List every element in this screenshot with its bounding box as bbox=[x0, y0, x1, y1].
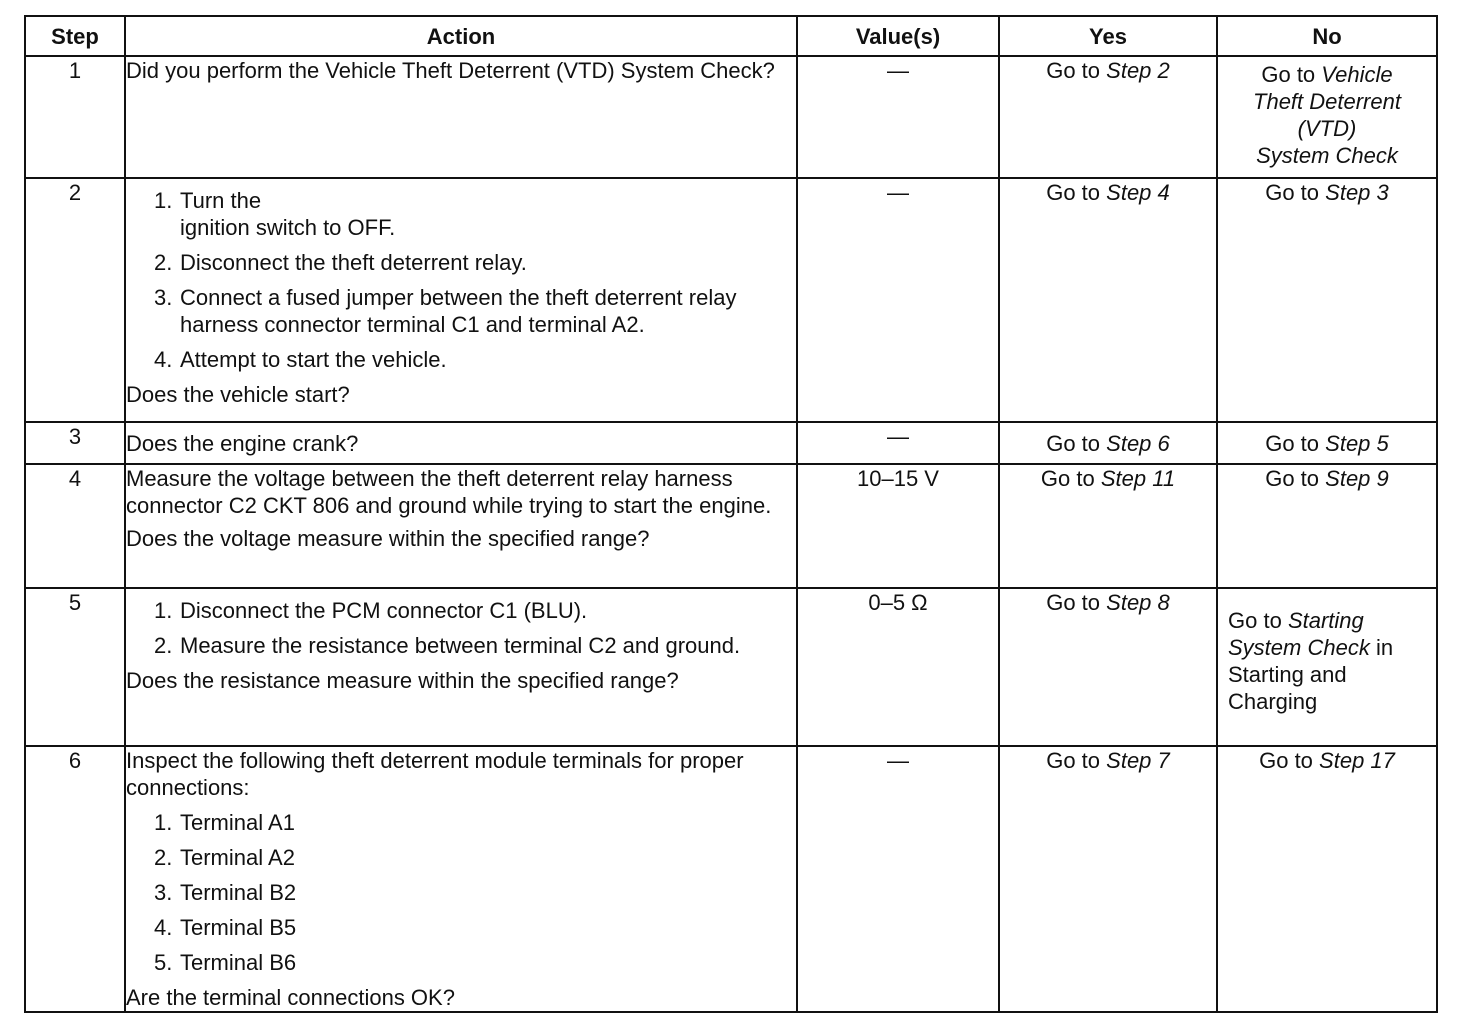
header-action: Action bbox=[125, 16, 797, 56]
no-reference: Charging bbox=[1228, 689, 1318, 714]
table-row bbox=[25, 56, 1437, 178]
go-to-text: Go to bbox=[1259, 748, 1313, 773]
go-to-text: Go to bbox=[1046, 58, 1101, 83]
action-cell bbox=[125, 422, 797, 464]
go-to-text: Go to bbox=[1046, 180, 1101, 205]
step-number: 3 bbox=[25, 422, 125, 464]
no-step-link[interactable]: Step 3 bbox=[1325, 180, 1389, 205]
no-link-part[interactable]: System Check bbox=[1228, 635, 1370, 660]
table-row bbox=[25, 588, 1437, 746]
action-list bbox=[126, 597, 796, 659]
yes-cell bbox=[999, 178, 1217, 422]
value-cell: — bbox=[797, 178, 999, 422]
list-item: 5. Terminal B6 bbox=[154, 950, 297, 975]
no-link-part[interactable]: System Check bbox=[1256, 143, 1398, 168]
no-link-part[interactable]: Theft Deterrent bbox=[1253, 89, 1401, 114]
go-to-text: Go to bbox=[1046, 430, 1101, 456]
yes-cell bbox=[999, 56, 1217, 178]
header-yes: Yes bbox=[999, 16, 1217, 56]
no-step-link[interactable]: Step 9 bbox=[1325, 466, 1389, 491]
action-question: Does the voltage measure within the specified range? bbox=[126, 526, 650, 551]
list-item: 4. Attempt to start the vehicle. bbox=[154, 347, 447, 372]
step-number: 2 bbox=[25, 178, 125, 422]
go-to-text: Go to bbox=[1046, 748, 1101, 773]
value-cell: 0–5 Ω bbox=[797, 588, 999, 746]
no-step-link[interactable]: Step 17 bbox=[1319, 748, 1395, 773]
action-cell bbox=[125, 56, 797, 178]
value-cell: 10–15 V bbox=[797, 464, 999, 588]
action-cell bbox=[125, 588, 797, 746]
yes-step-link[interactable]: Step 7 bbox=[1106, 748, 1170, 773]
action-intro: Inspect the following theft deterrent module terminals for proper connections: bbox=[126, 748, 744, 800]
no-cell bbox=[1217, 56, 1437, 178]
action-list bbox=[126, 809, 796, 976]
yes-step-link[interactable]: Step 6 bbox=[1106, 430, 1170, 456]
no-cell bbox=[1217, 588, 1437, 746]
yes-cell bbox=[999, 588, 1217, 746]
list-item: 2. Terminal A2 bbox=[154, 845, 295, 870]
go-to-text: Go to bbox=[1265, 180, 1320, 205]
header-values: Value(s) bbox=[797, 16, 999, 56]
action-question: Did you perform the Vehicle Theft Deterrent (VTD) System Check? bbox=[126, 58, 775, 83]
go-to-text: Go to bbox=[1046, 590, 1101, 615]
value-cell: — bbox=[797, 746, 999, 1012]
in-text: in bbox=[1375, 635, 1394, 660]
no-link-part[interactable]: Starting bbox=[1287, 608, 1364, 633]
value-cell: — bbox=[797, 56, 999, 178]
header-no: No bbox=[1217, 16, 1437, 56]
list-item: 1. Terminal A1 bbox=[154, 810, 295, 835]
go-to-text: Go to bbox=[1040, 466, 1095, 491]
action-list bbox=[126, 187, 796, 373]
go-to-text: Go to bbox=[1228, 608, 1282, 633]
list-item: 3. Connect a fused jumper between the theft deterrent relay harness connector terminal C1 and terminal A2. bbox=[154, 285, 737, 337]
header-row bbox=[25, 16, 1437, 56]
no-cell bbox=[1217, 464, 1437, 588]
no-link-part[interactable]: (VTD) bbox=[1297, 116, 1357, 141]
step-number: 1 bbox=[25, 56, 125, 178]
step-number: 6 bbox=[25, 746, 125, 1012]
yes-step-link[interactable]: Step 2 bbox=[1106, 58, 1170, 83]
no-step-link[interactable]: Step 5 bbox=[1325, 430, 1389, 456]
no-cell bbox=[1217, 178, 1437, 422]
action-question: Does the resistance measure within the specified range? bbox=[126, 668, 679, 693]
no-cell bbox=[1217, 422, 1437, 464]
table-row bbox=[25, 464, 1437, 588]
list-item: 3. Terminal B2 bbox=[154, 880, 297, 905]
list-item: 2. Disconnect the theft deterrent relay. bbox=[154, 250, 527, 275]
go-to-text: Go to bbox=[1265, 430, 1320, 456]
list-item: 2. Measure the resistance between terminal C2 and ground. bbox=[154, 633, 741, 658]
table-row bbox=[25, 746, 1437, 1012]
yes-cell bbox=[999, 746, 1217, 1012]
action-cell bbox=[125, 464, 797, 588]
yes-step-link[interactable]: Step 8 bbox=[1106, 590, 1170, 615]
action-intro: Measure the voltage between the theft deterrent relay harness connector C2 CKT 806 and ground while trying to start the engine. bbox=[126, 466, 772, 518]
yes-step-link[interactable]: Step 11 bbox=[1100, 466, 1176, 491]
action-question: Does the vehicle start? bbox=[126, 382, 350, 407]
no-reference: Starting and bbox=[1228, 662, 1347, 687]
action-cell bbox=[125, 178, 797, 422]
step-number: 5 bbox=[25, 588, 125, 746]
header-step: Step bbox=[25, 16, 125, 56]
action-question: Are the terminal connections OK? bbox=[126, 985, 455, 1010]
list-item: 4. Terminal B5 bbox=[154, 915, 297, 940]
value-cell: — bbox=[797, 422, 999, 464]
diagnostic-table bbox=[24, 15, 1438, 1013]
no-cell bbox=[1217, 746, 1437, 1012]
table-row bbox=[25, 422, 1437, 464]
step-number: 4 bbox=[25, 464, 125, 588]
list-item: 1. Turn the ignition switch to OFF. bbox=[154, 188, 396, 240]
no-link-part[interactable]: Vehicle bbox=[1321, 62, 1393, 87]
yes-cell bbox=[999, 464, 1217, 588]
action-question: Does the engine crank? bbox=[126, 430, 359, 456]
action-cell bbox=[125, 746, 797, 1012]
go-to-text: Go to bbox=[1265, 466, 1320, 491]
yes-cell bbox=[999, 422, 1217, 464]
list-item: 1. Disconnect the PCM connector C1 (BLU). bbox=[154, 598, 588, 623]
yes-step-link[interactable]: Step 4 bbox=[1106, 180, 1170, 205]
table-row bbox=[25, 178, 1437, 422]
go-to-text: Go to bbox=[1261, 62, 1316, 87]
